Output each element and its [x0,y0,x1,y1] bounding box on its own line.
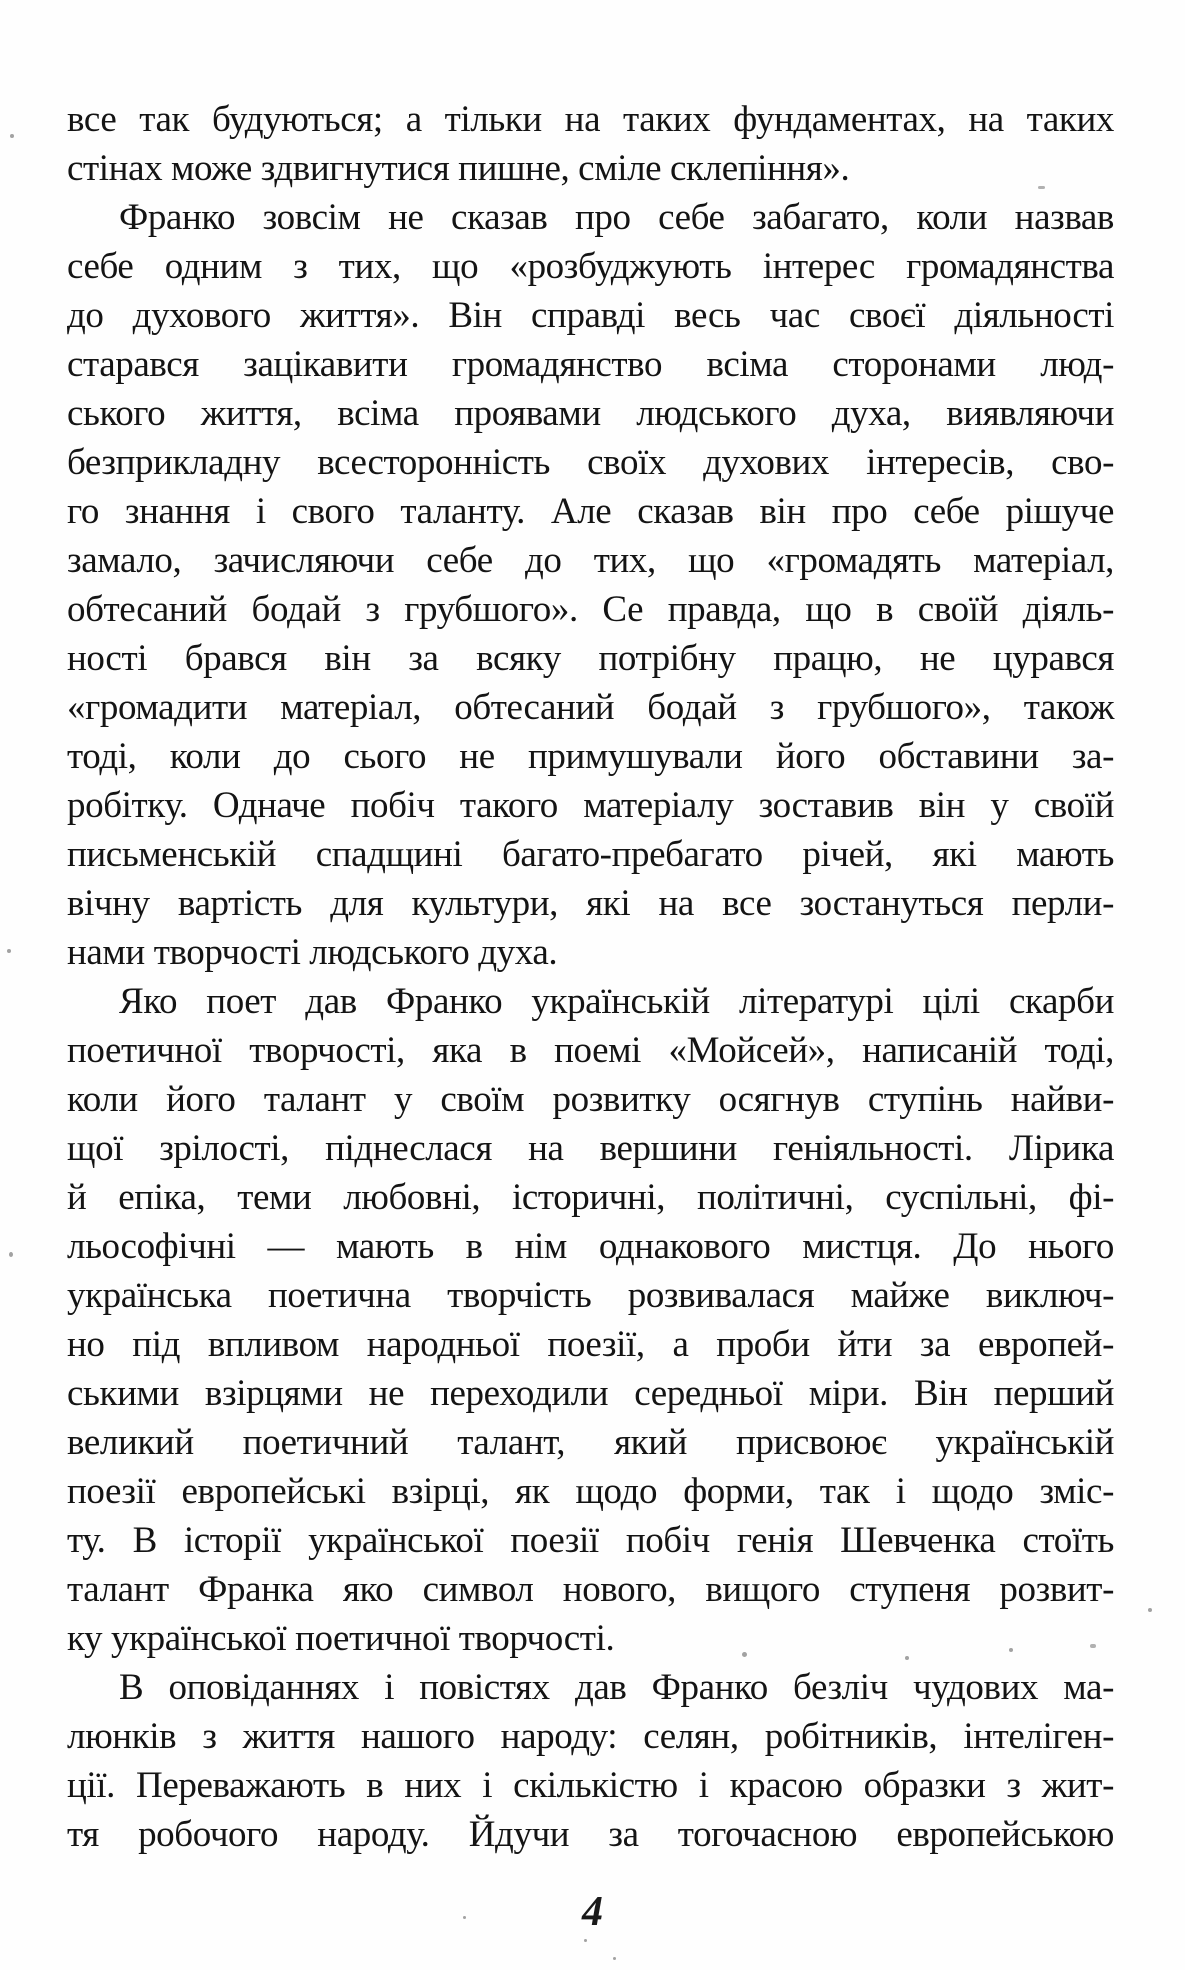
text-line: старався зацікавити громадянство всіма сторонами люд- [67,344,1114,385]
scan-speck [463,1916,466,1919]
text-line: талант Франка яко символ нового, вищого ступеня розвит- [67,1569,1114,1610]
text-line: поетичної творчості, яка в поемі «Мойсей», написаній тоді, [67,1030,1114,1071]
scan-speck [10,134,14,138]
text-line: безприкладну всесторонність своїх духових інтересів, сво- [67,442,1114,483]
text-line: замало, зачисляючи себе до тих, що «громадять матеріал, [67,540,1114,581]
text-line: нами творчості людського духа. [67,932,558,973]
text-line: коли його талант у своїм розвитку осягнув ступінь найви- [67,1079,1114,1120]
text-line: ку української поетичної творчості. [67,1618,615,1659]
scan-speck [584,1939,587,1942]
text-line: ту. В історії української поезії побіч генія Шевченка стоїть [67,1520,1114,1561]
text-line: льософічні — мають в нім однакового мистця. До нього [67,1226,1114,1267]
text-line: ського життя, всіма проявами людського духа, виявляючи [67,393,1114,434]
scan-speck [1038,186,1045,189]
scan-speck [1090,1644,1096,1648]
text-line: стінах може здвигнутися пишне, сміле склепіння». [67,148,850,189]
scan-speck [742,1652,747,1657]
text-line: В оповіданнях і повістях дав Франко безліч чудових ма- [119,1667,1114,1708]
scan-speck [1148,1608,1152,1612]
page-number: 4 [582,1889,603,1935]
text-line: ції. Переважають в них і скількістю і красою образки з жит- [67,1765,1114,1806]
text-line: люнків з життя нашого народу: селян, робітників, інтеліген- [67,1716,1114,1757]
text-line: но під впливом народньої поезії, а проби йти за европей- [67,1324,1114,1365]
text-line: «громадити матеріал, обтесаний бодай з грубшого», також [67,687,1114,728]
text-line: себе одним з тих, що «розбуджують інтерес громадянства [67,246,1114,287]
scan-speck [905,1656,909,1660]
scan-speck [1009,1648,1013,1652]
text-line: ськими взірцями не переходили середньої міри. Він перший [67,1373,1114,1414]
text-line: поезії европейські взірці, як щодо форми, так і щодо зміс- [67,1471,1114,1512]
text-line: го знання і свого таланту. Але сказав він про себе рішуче [67,491,1114,532]
text-line: обтесаний бодай з грубшого». Се правда, що в своїй діяль- [67,589,1114,630]
text-line: вічну вартість для культури, які на все зостануться перли- [67,883,1114,924]
text-line: тоді, коли до сього не примушували його обставини за- [67,736,1114,777]
text-line: Франко зовсім не сказав про себе забагато, коли назвав [119,197,1114,238]
text-line: письменській спадщині багато-пребагато річей, які мають [67,834,1114,875]
text-line: робітку. Одначе побіч такого матеріалу зоставив він у своїй [67,785,1114,826]
text-line: ності брався він за всяку потрібну працю, не цурався [67,638,1114,679]
text-line: великий поетичний талант, який присвоює українській [67,1422,1114,1463]
text-line: й епіка, теми любовні, історичні, політичні, суспільні, фі- [67,1177,1114,1218]
body-text [67,95,1114,1859]
text-line: щої зрілості, піднеслася на вершини геніяльності. Лірика [67,1128,1114,1169]
scan-speck [7,949,11,953]
scan-speck [613,1957,616,1960]
text-line: все так будуються; а тільки на таких фундаментах, на таких [67,99,1114,140]
text-line: тя робочого народу. Йдучи за тогочасною европейською [67,1814,1114,1855]
text-line: Яко поет дав Франко українській літературі цілі скарби [119,981,1114,1022]
scan-speck [9,1252,13,1257]
text-line: до духового життя». Він справді весь час своєї діяльності [67,295,1114,336]
text-line: українська поетична творчість розвивалася майже виключ- [67,1275,1114,1316]
